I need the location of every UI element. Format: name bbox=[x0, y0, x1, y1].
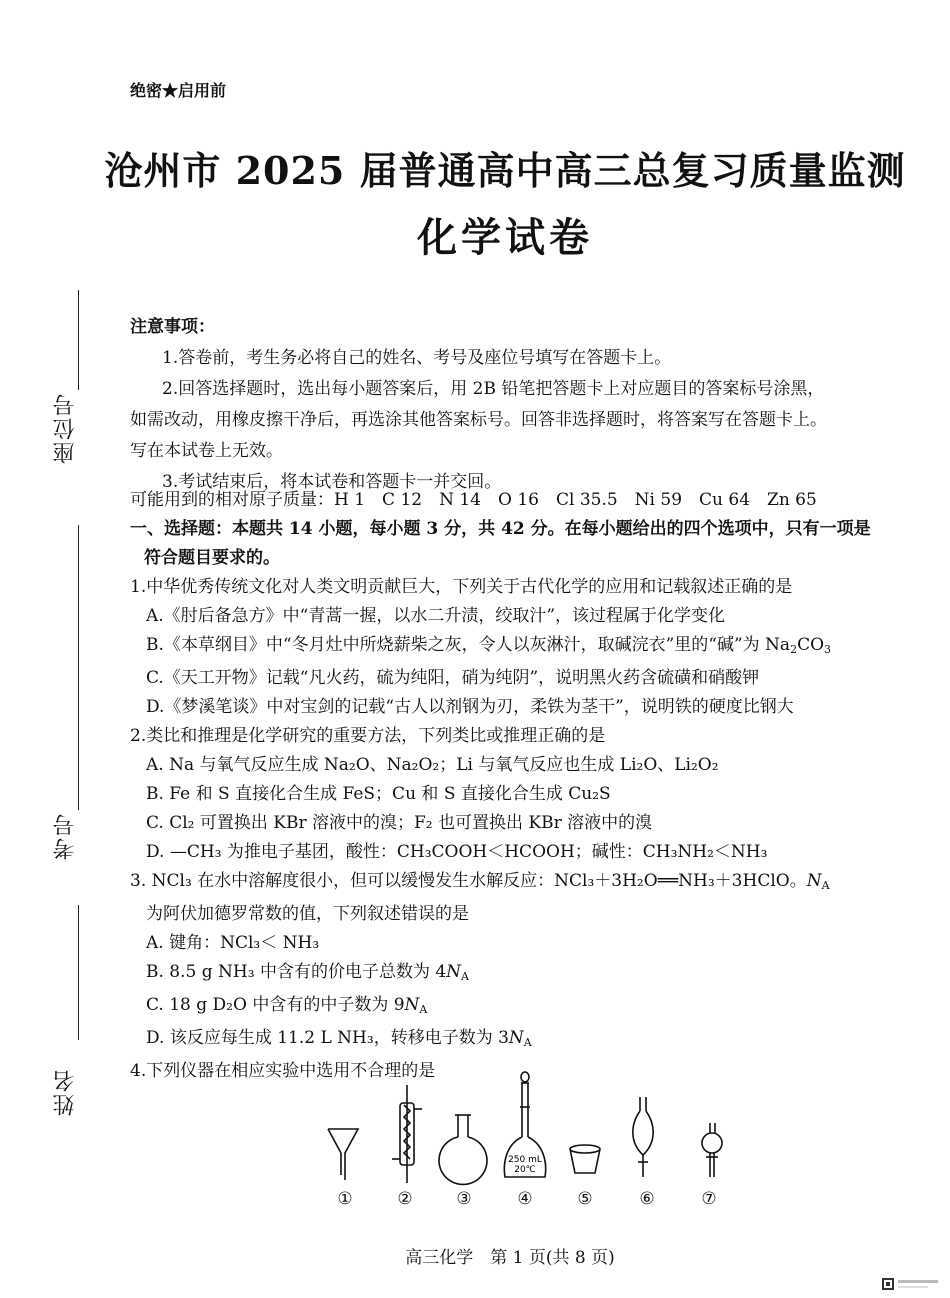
q1-option-a: A.《肘后备急方》中“青蒿一握，以水二升渍，绞取汁”，该过程属于化学变化 bbox=[146, 606, 726, 626]
crucible-icon bbox=[570, 1145, 600, 1173]
q3-option-d-text: D. 该反应每生成 11.2 L NH₃，转移电子数为 3 bbox=[146, 1028, 509, 1048]
note-item: 3.考试结束后，将本试卷和答题卡一并交回。 bbox=[162, 472, 502, 492]
apparatus-label-4: ④ bbox=[517, 1189, 533, 1209]
exam-title: 沧州市 2025 届普通高中高三总复习质量监测 bbox=[104, 148, 906, 193]
q3-option-b-text: B. 8.5 g NH₃ 中含有的价电子总数为 4 bbox=[146, 962, 447, 982]
apparatus-label-2: ② bbox=[397, 1189, 413, 1209]
questions bbox=[130, 486, 910, 1086]
q3-na: N bbox=[446, 962, 462, 982]
apparatus-label-5: ⑤ bbox=[577, 1189, 593, 1209]
q3-na: N bbox=[806, 871, 822, 891]
q3-option-c bbox=[130, 991, 910, 1024]
apparatus-label-3: ③ bbox=[456, 1189, 472, 1209]
exam-no-line bbox=[78, 525, 79, 810]
seat-label: 座位号 bbox=[53, 392, 78, 464]
question-3-stem-cont: 为阿伏加德罗常数的值，下列叙述错误的是 bbox=[146, 904, 469, 924]
exam-subtitle: 化学试卷 bbox=[417, 214, 593, 261]
exam-no-label: 考号 bbox=[53, 812, 78, 860]
question-4-stem: 4.下列仪器在相应实验中选用不合理的是 bbox=[130, 1061, 436, 1081]
note-item: 1.答卷前，考生务必将自己的姓名、考号及座位号填写在答题卡上。 bbox=[162, 348, 672, 368]
condenser-icon bbox=[392, 1085, 422, 1183]
seat-line bbox=[78, 290, 79, 390]
flask-volume-label: 250 mL bbox=[508, 1155, 542, 1165]
q1-option-c: C.《天工开物》记载“凡火药，硫为纯阳，硝为纯阴”，说明黑火药含硫磺和硝酸钾 bbox=[146, 668, 760, 688]
q2-option-a: A. Na 与氧气反应生成 Na₂O、Na₂O₂；Li 与氧气反应也生成 Li₂O、Li₂O₂ bbox=[146, 755, 719, 775]
note-item: 2.回答选择题时，选出每小题答案后，用 2B 铅笔把答题卡上对应题目的答案标号涂黑， bbox=[162, 379, 825, 399]
round-flask-icon bbox=[439, 1115, 487, 1184]
notes-heading: 注意事项： bbox=[130, 317, 215, 337]
q1-option-b-text: B.《本草纲目》中“冬月灶中所烧薪柴之灰，令人以灰淋汁，取碱浣衣”里的“碱”为 Na bbox=[146, 635, 791, 655]
q3-option-b bbox=[130, 958, 910, 991]
atomic-masses: 可能用到的相对原子质量：H 1 C 12 N 14 O 16 Cl 35.5 Ni 59 Cu 64 Zn 65 bbox=[130, 490, 817, 510]
q3-option-a: A. 键角：NCl₃＜ NH₃ bbox=[146, 933, 320, 953]
q1-option-b bbox=[130, 631, 910, 664]
question-2-stem: 2.类比和推理是化学研究的重要方法，下列类比或推理正确的是 bbox=[130, 726, 606, 746]
apparatus-label-1: ① bbox=[337, 1189, 353, 1209]
q3-na-sub: A bbox=[419, 1003, 428, 1016]
name-line bbox=[78, 905, 79, 1040]
flask-temp-label: 20℃ bbox=[514, 1165, 536, 1175]
funnel-icon bbox=[328, 1129, 358, 1180]
q3-stem-text: 3. NCl₃ 在水中溶解度很小，但可以缓慢发生水解反应：NCl₃＋3H₂O══NH₃＋3HClO。 bbox=[130, 871, 807, 891]
q1-option-b-formula: CO bbox=[797, 635, 825, 655]
question-1-stem: 1.中华优秀传统文化对人类文明贡献巨大，下列关于古代化学的应用和记载叙述正确的是 bbox=[130, 577, 793, 597]
separatory-funnel-icon bbox=[633, 1097, 653, 1177]
q3-na-sub: A bbox=[461, 970, 469, 983]
q1-sub: 3 bbox=[824, 643, 832, 656]
scan-watermark-icon bbox=[882, 1278, 942, 1292]
name-label: 姓名 bbox=[53, 1068, 78, 1116]
q2-option-c: C. Cl₂ 可置换出 KBr 溶液中的溴；F₂ 也可置换出 KBr 溶液中的溴 bbox=[146, 813, 653, 833]
q3-na-sub: A bbox=[523, 1036, 532, 1049]
section-heading-cont: 符合题目要求的。 bbox=[144, 548, 280, 568]
q2-option-b: B. Fe 和 S 直接化合生成 FeS；Cu 和 S 直接化合生成 Cu₂S bbox=[146, 784, 611, 804]
q3-option-c-text: C. 18 g D₂O 中含有的中子数为 9 bbox=[146, 995, 405, 1015]
note-item: 如需改动，用橡皮擦干净后，再选涂其他答案标号。回答非选择题时，将答案写在答题卡上。 bbox=[130, 410, 827, 430]
q3-na: N bbox=[404, 995, 420, 1015]
note-item: 写在本试卷上无效。 bbox=[130, 441, 283, 461]
notes-section bbox=[130, 312, 900, 498]
q3-option-d bbox=[130, 1024, 910, 1057]
q1-option-d: D.《梦溪笔谈》中对宝剑的记载“古人以剂钢为刃，柔铁为茎干”，说明铁的硬度比钢大 bbox=[146, 697, 794, 717]
apparatus-label-7: ⑦ bbox=[701, 1189, 717, 1209]
confidential-mark: 绝密★启用前 bbox=[130, 81, 227, 100]
q3-na: N bbox=[508, 1028, 524, 1048]
question-3-stem bbox=[130, 867, 910, 900]
apparatus-figure bbox=[320, 1065, 740, 1225]
apparatus-label-6: ⑥ bbox=[639, 1189, 655, 1209]
q1-sub: 2 bbox=[790, 643, 798, 656]
drying-tube-icon bbox=[702, 1123, 722, 1177]
q2-option-d: D. —CH₃ 为推电子基团，酸性：CH₃COOH＜HCOOH；碱性：CH₃NH₂＜NH₃ bbox=[146, 842, 768, 862]
page-footer: 高三化学 第 1 页(共 8 页) bbox=[405, 1248, 615, 1268]
q3-na-sub: A bbox=[821, 879, 830, 892]
section-heading: 一、选择题：本题共 14 小题，每小题 3 分，共 42 分。在每小题给出的四个选项中，只有一项是 bbox=[130, 519, 871, 539]
